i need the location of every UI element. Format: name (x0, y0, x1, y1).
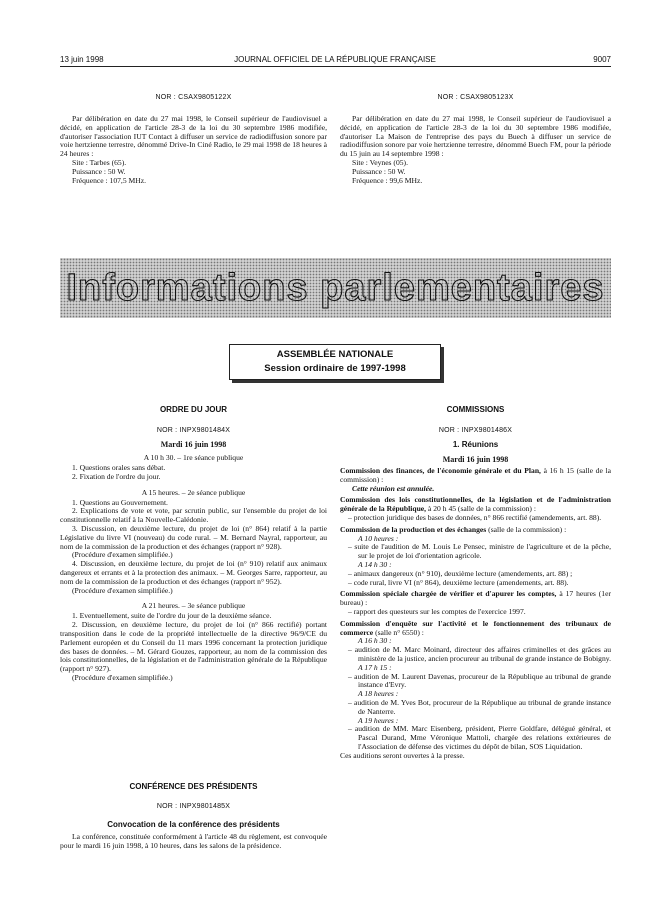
header-date: 13 juin 1998 (60, 55, 104, 64)
seance-2-item: 1. Questions au Gouvernement. (72, 497, 168, 507)
seance-3-item: 1. Eventuellement, suite de l'ordre du jour de la deuxième séance. (72, 611, 272, 621)
seance-3-heading: A 21 heures. – 3e séance publique (141, 601, 246, 611)
conference-body: La conférence, constituée conformément à l'article 48 du règlement, est convoquée pour le mardi 16 juin 1998, à 10 heures, dans les salons de la présidence. (60, 832, 327, 850)
notice-right (340, 94, 611, 185)
banner-title: Informations parlementaires (66, 266, 605, 309)
seance-3-item: 2. Discussion, en deuxième lecture, du projet de loi (n° 866 rectifié) portant transposition dans le code de la propriété intellectuelle de la directive 96/9/CE du Parlement européen et du Conseil du 11 mars 1996 concernant la protection juridique des bases de données. – M. Gérard Gouzes, rapporteur, au nom de la commission des lois constitutionnelles, de la législation et de l'administration générale de la République (rapport n° 927). (60, 620, 327, 674)
time-slot: A 10 heures : (358, 533, 399, 543)
commission-name: Commission spéciale chargée de vérifier et d'apurer les comptes, (340, 589, 557, 599)
commission-time: (salle n° 6550) : (375, 627, 424, 637)
seance-2-item: 2. Explications de vote et vote, par scrutin public, sur l'ensemble du projet de loi constitutionnelle relatif à la Nouvelle-Calédonie. (60, 506, 327, 525)
notice-body: Par délibération en date du 27 mai 1998, le Conseil supérieur de l'audiovisuel a décidé, en application de l'article 28-3 de la loi du 30 septembre 1986 modifiée, d'autoriser l'association IUT Contact à diffuser un service de radiodiffusion sonore par voie hertzienne terrestre, dénommé Drive-In Ciné Radio, le 29 mai 1998 de 18 heures à 24 heures : (60, 114, 327, 159)
notice-site: Site : Tarbes (65). (72, 157, 127, 167)
commissions-title: COMMISSIONS (446, 405, 505, 414)
time-slot: A 14 h 30 : (358, 559, 392, 569)
conference-subtitle: Convocation de la conférence des présidents (107, 820, 280, 829)
agenda-item: – suite de l'audition de M. Louis Le Pensec, ministre de l'agriculture et de la pêche, sur le projet de loi d'orientation agricole. (348, 542, 611, 561)
commission-time: à 20 h 45 (salle de la commission) : (427, 504, 536, 514)
commissions-date: Mardi 16 juin 1998 (442, 455, 509, 464)
seance-1-item: 1. Questions orales sans débat. (72, 463, 166, 472)
session-title: Session ordinaire de 1997-1998 (264, 363, 406, 374)
notice-left (60, 94, 327, 185)
conference-des-presidents (60, 782, 327, 851)
commissions (340, 405, 611, 761)
journal-title: JOURNAL OFFICIEL DE LA RÉPUBLIQUE FRANÇAISE (234, 55, 436, 64)
seance-2-item: 3. Discussion, en deuxième lecture, du projet de loi (n° 864) relatif à la partie Législative du livre VI (nouveau) du code rural. – M. Bernard Nayral, rapporteur, au nom de la commission de la production et des échanges (rapport n° 928). (60, 523, 327, 551)
agenda-item: – audition de M. Laurent Davenas, procureur de la République au tribunal de grande instance d'Evry. (348, 671, 611, 690)
agenda-item: – rapport des questeurs sur les comptes de l'exercice 1997. (348, 606, 526, 616)
time-slot: A 16 h 30 : (358, 636, 392, 646)
ordre-title: ORDRE DU JOUR (159, 405, 228, 414)
commission-time: à 16 h 15 (salle de la commission) : (340, 466, 611, 484)
ordre-du-jour (60, 405, 327, 683)
seance-2-item: 4. Discussion, en deuxième lecture, du projet de loi (n° 910) relatif aux animaux dangereux et errants et à la protection des animaux. – M. Georges Sarre, rapporteur, au nom de la commission de la production et des échanges (rapport n° 952). (60, 559, 327, 586)
notice-puissance: Puissance : 50 W. (352, 166, 406, 176)
agenda-item: – animaux dangereux (n° 910), deuxième lecture (amendements, art. 88) ; (348, 568, 573, 578)
reunions-heading: 1. Réunions (452, 440, 499, 449)
commission-name: Commission des finances, de l'économie générale et du Plan, (340, 466, 541, 475)
ordre-date: Mardi 16 juin 1998 (160, 440, 227, 449)
agenda-item: – audition de MM. Marc Eisenberg, président, Pierre Goldfare, délégué général, et Pascal Durand, Mme Véronique Mattoli, chargée des relations extérieures de l'Association de défense des victimes du dépôt de bilan, SOS Liquidation. (348, 724, 611, 751)
seance-3-item: (Procédure d'examen simplifiée.) (72, 672, 173, 682)
notice-frequence: Fréquence : 107,5 MHz. (72, 175, 147, 185)
commission-note: Cette réunion est annulée. (352, 483, 435, 493)
time-slot: A 19 heures : (358, 715, 399, 725)
assemblee-title: ASSEMBLÉE NATIONALE (276, 349, 394, 360)
agenda-item: – audition de M. Yves Bot, procureur de la République au tribunal de grande instance de Nanterre. (348, 697, 611, 716)
time-slot: A 18 heures : (358, 689, 399, 699)
conference-title: CONFÉRENCE DES PRÉSIDENTS (129, 782, 258, 791)
commission-name: Commission des lois constitutionnelles, de la législation et de l'administration générale de la République, (340, 495, 611, 514)
page-number: 9007 (593, 55, 611, 64)
commission-name: Commission de la production et des échanges (340, 524, 487, 534)
assemblee-box (229, 344, 441, 380)
notice-puissance: Puissance : 50 W. (72, 166, 126, 176)
seance-2-item: (Procédure d'examen simplifiée.) (72, 585, 173, 595)
commission-name: Commission d'enquête sur l'activité et le fonctionnement des tribunaux de commerce (340, 618, 611, 637)
commission-note: Ces auditions seront ouvertes à la presse. (340, 750, 465, 760)
commission-time: (salle de la commission) : (488, 524, 567, 534)
agenda-item: – code rural, livre VI (n° 864), deuxième lecture (amendements, art. 88). (348, 577, 569, 587)
agenda-item: – protection juridique des bases de données, n° 866 rectifié (amendements, art. 88). (348, 512, 602, 522)
nor-reference: NOR : INPX9801486X (438, 427, 513, 434)
notice-body: Par délibération en date du 27 mai 1998, le Conseil supérieur de l'audiovisuel a décidé, en application de l'article 28-3 de la loi du 30 septembre 1986 modifiée, d'autoriser La Maison de l'entreprise des pays du Buech à diffuser un service de radiodiffusion sonore par voie hertzienne terrestre, dénommé Buech FM, pour la période du 15 juin au 14 septembre 1998 : (340, 114, 611, 159)
nor-reference: NOR : INPX9801484X (156, 427, 231, 434)
header-rule (60, 66, 611, 67)
notice-site: Site : Veynes (05). (352, 157, 408, 167)
time-slot: A 17 h 15 : (358, 662, 392, 672)
nor-reference: NOR : CSAX9805123X (437, 94, 514, 101)
nor-reference: NOR : CSAX9805122X (155, 94, 232, 101)
seance-2-heading: A 15 heures. – 2e séance publique (141, 487, 246, 497)
seance-2-item: (Procédure d'examen simplifiée.) (72, 550, 173, 560)
seance-1-item: 2. Fixation de l'ordre du jour. (72, 471, 161, 481)
commission-time: à 17 heures (1er bureau) : (340, 589, 611, 608)
seance-1-heading: A 10 h 30. – 1re séance publique (143, 453, 244, 462)
section-banner (60, 258, 611, 318)
agenda-item: – audition de M. Marc Moinard, directeur des affaires criminelles et des grâces au ministère de la justice, ancien procureur au tribunal de grande instance de Bobigny. (348, 645, 611, 663)
notice-frequence: Fréquence : 99,6 MHz. (352, 175, 423, 185)
nor-reference: NOR : INPX9801485X (156, 803, 231, 810)
